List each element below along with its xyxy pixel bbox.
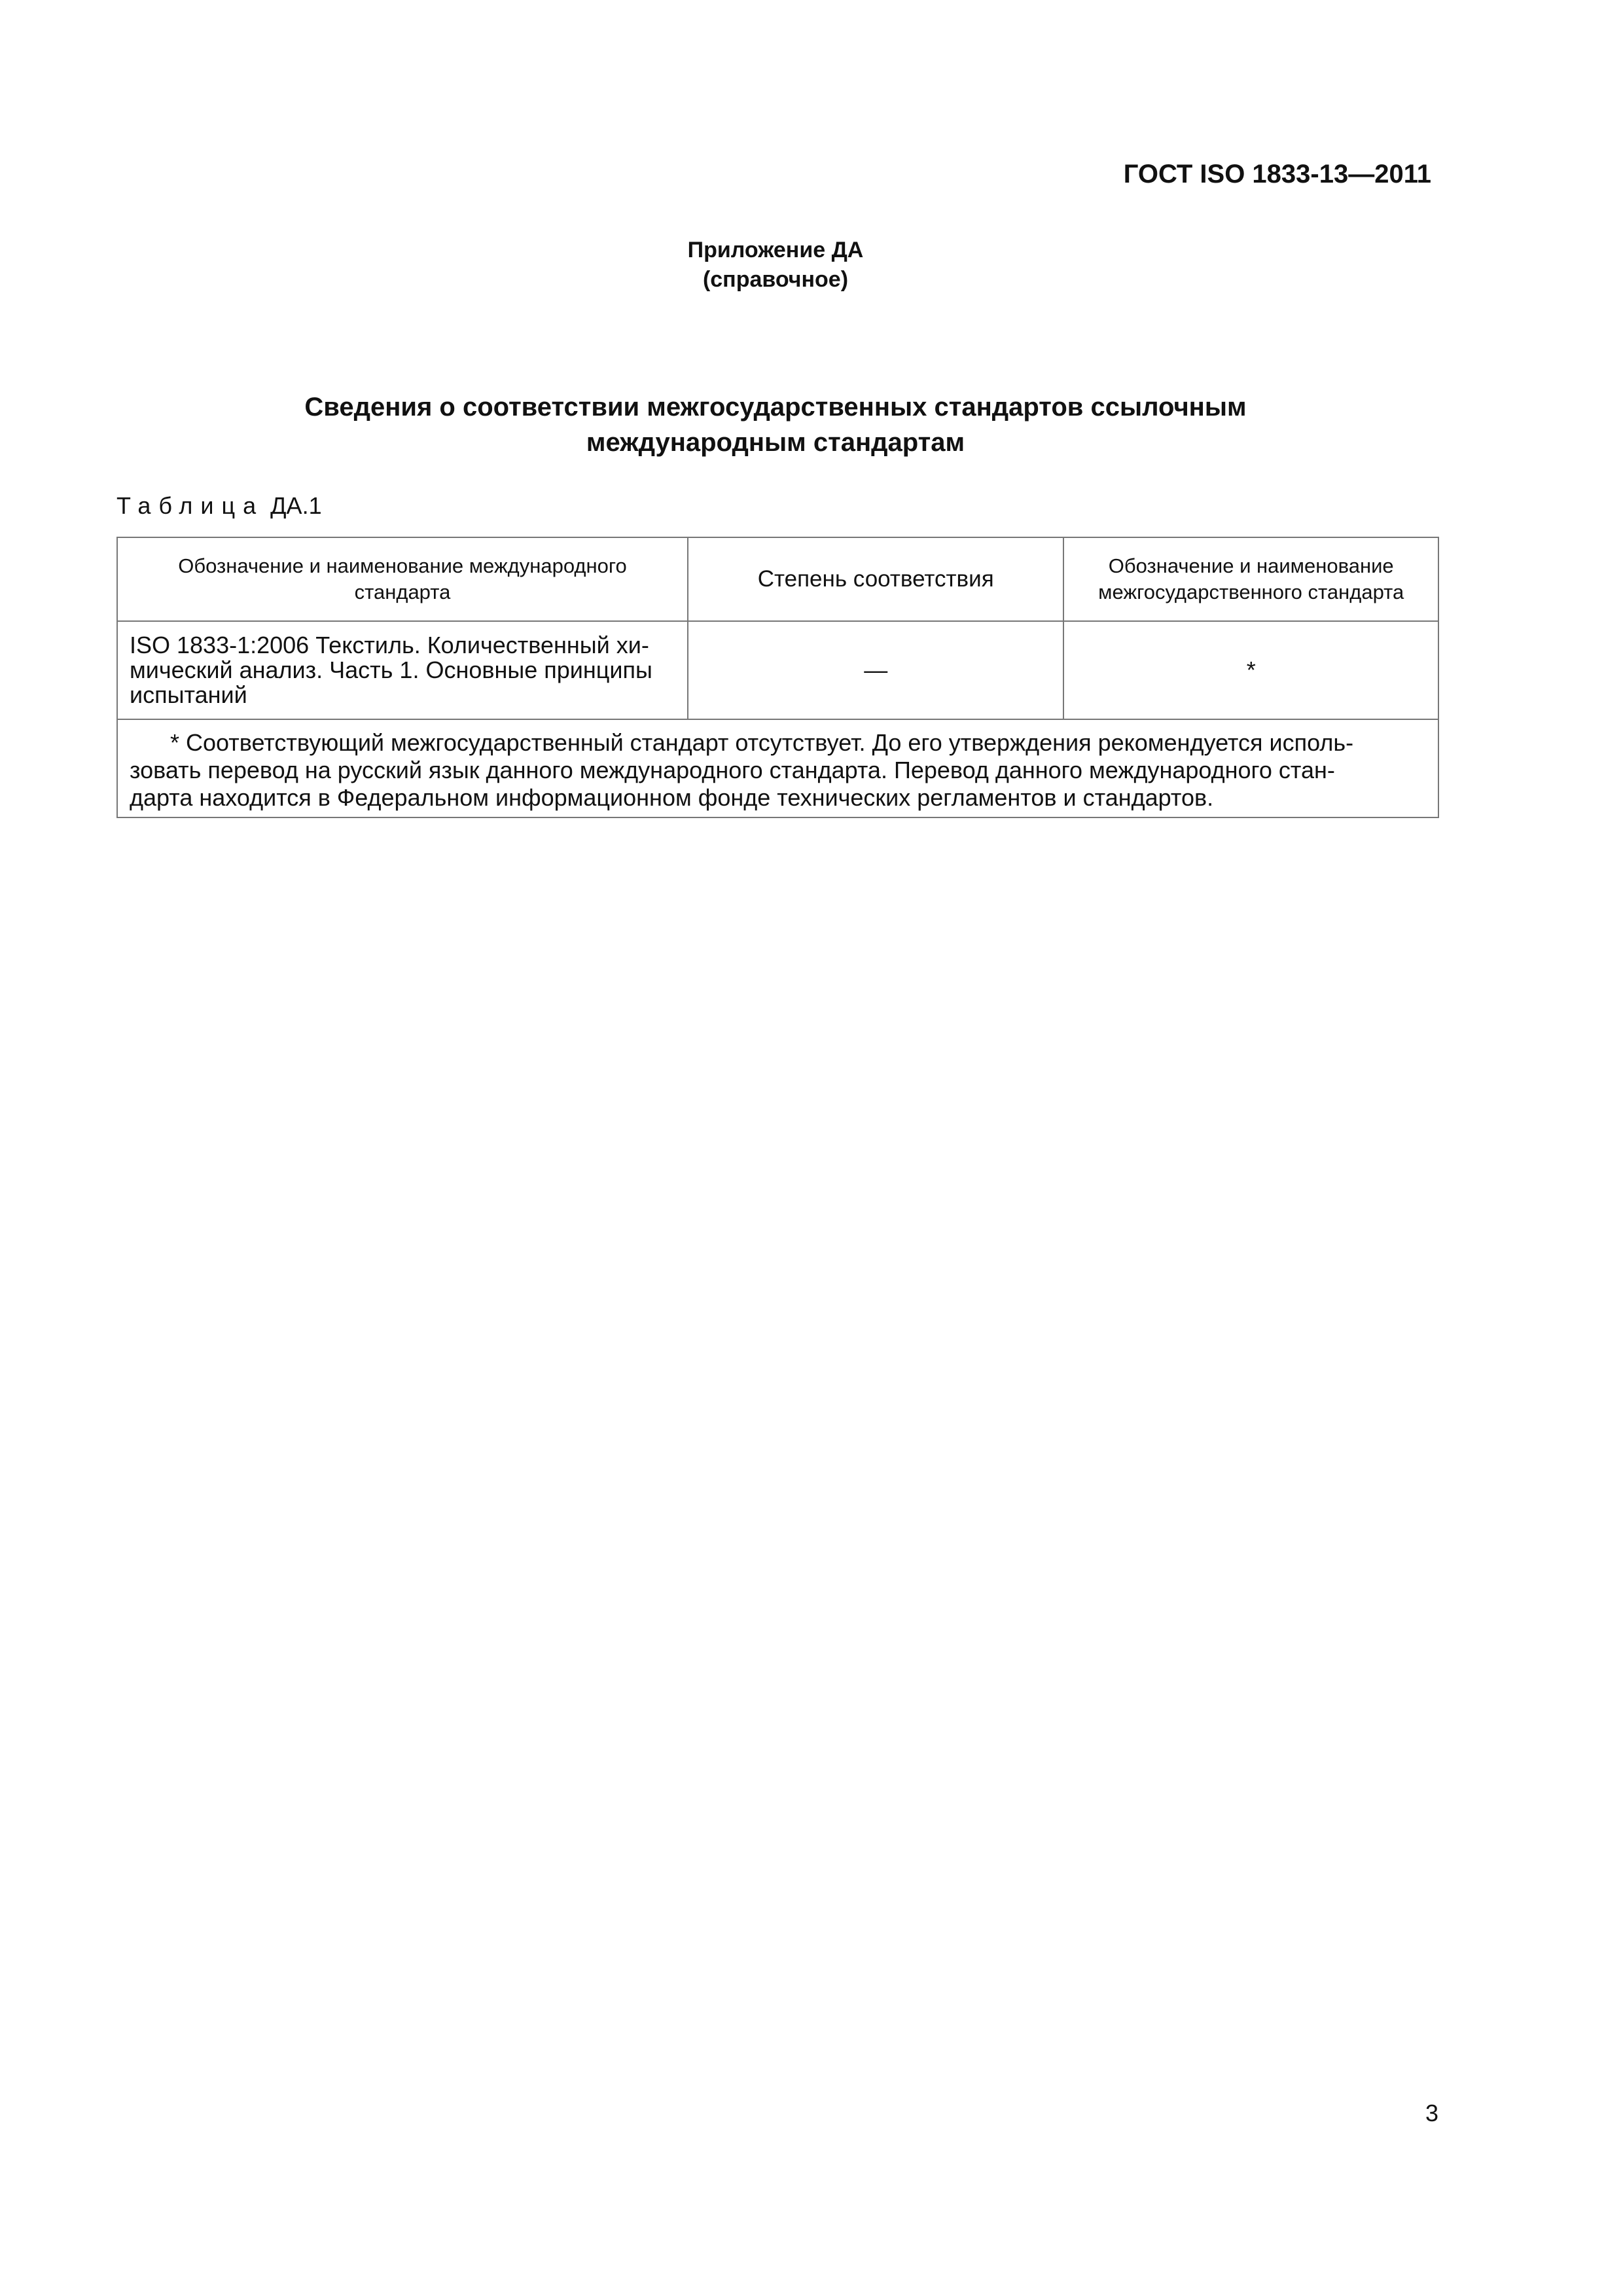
header-international-standard-line-1: Обозначение и наименование международного <box>178 554 627 577</box>
header-international-standard-line-2: стандарта <box>354 581 451 603</box>
cell-international-standard-line-2: мический анализ. Часть 1. Основные принципы <box>130 656 652 683</box>
table-caption-word: Таблица <box>116 492 264 519</box>
table-caption <box>116 492 322 520</box>
appendix-heading <box>0 236 1551 295</box>
cell-interstate-standard: * <box>1063 621 1438 719</box>
appendix-title: Приложение ДА <box>687 238 864 262</box>
cell-international-standard-line-3: испытаний <box>130 681 247 708</box>
footnote-line-3: дарта находится в Федеральном информационном фонде технических регламентов и стандартов. <box>130 784 1214 811</box>
section-title-line-1: Сведения о соответствии межгосударственных стандартов ссылочным <box>304 393 1247 422</box>
table-caption-number: ДА.1 <box>270 492 322 519</box>
table-footnote-row <box>117 719 1438 817</box>
cell-international-standard-line-1: ISO 1833-1:2006 Текстиль. Количественный хи- <box>130 632 649 658</box>
cell-international-standard <box>117 621 688 719</box>
page-number: 3 <box>1425 2100 1439 2126</box>
table-header-row <box>117 537 1438 621</box>
section-title-line-2: международным стандартам <box>586 428 965 457</box>
header-interstate-standard-line-1: Обозначение и наименование <box>1108 554 1394 577</box>
header-conformity-degree: Степень соответствия <box>688 537 1063 621</box>
footnote-line-1: * Соответствующий межгосударственный стандарт отсутствует. До его утверждения рекомендуется исполь- <box>170 729 1354 756</box>
section-title <box>0 389 1551 460</box>
header-international-standard <box>117 537 688 621</box>
table-row <box>117 621 1438 719</box>
table-footnote <box>117 719 1438 817</box>
header-interstate-standard <box>1063 537 1438 621</box>
appendix-status: (справочное) <box>702 267 849 292</box>
footnote-line-2: зовать перевод на русский язык данного международного стандарта. Перевод данного международного стан- <box>130 757 1335 783</box>
conformity-table <box>116 537 1439 818</box>
header-interstate-standard-line-2: межгосударственного стандарта <box>1098 581 1404 603</box>
document-code: ГОСТ ISO 1833-13—2011 <box>1123 160 1431 188</box>
cell-conformity-degree: — <box>688 621 1063 719</box>
